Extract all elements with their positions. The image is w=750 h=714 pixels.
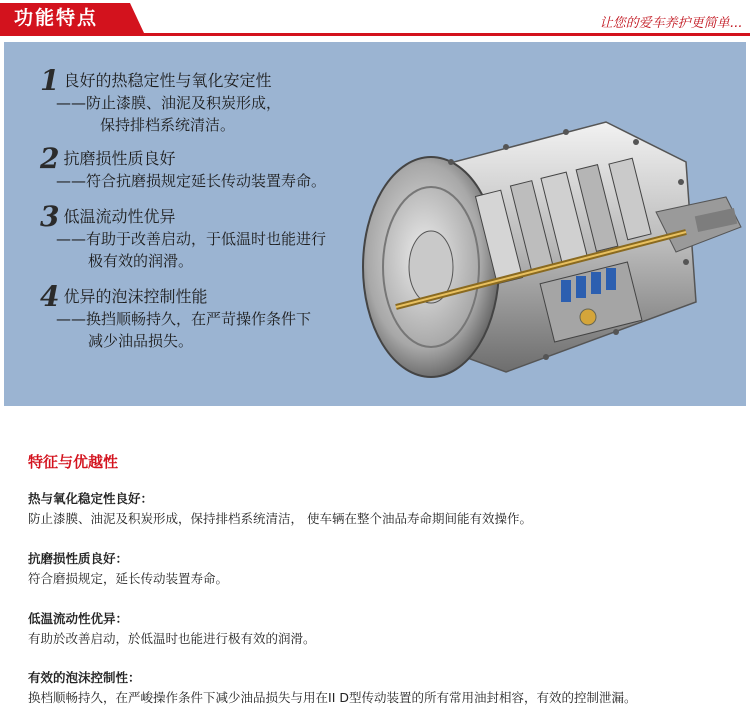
feature-item-1 — [40, 64, 282, 136]
feature-item-3 — [40, 200, 327, 272]
feature-title: 低温流动性优异 — [63, 207, 176, 226]
item-heading: 热与氧化稳定性良好： — [28, 491, 154, 506]
feature-number: 1 — [40, 64, 60, 97]
feature-desc: 减少油品损失。 — [88, 332, 194, 350]
list-item — [28, 609, 316, 649]
feature-desc: ——换挡顺畅持久，在严苛操作条件下 — [56, 310, 312, 328]
feature-desc: ——防止漆膜、油泥及积炭形成， — [56, 94, 282, 112]
feature-number: 4 — [40, 280, 60, 313]
gearbox-cutaway-illustration — [356, 102, 746, 392]
feature-desc: ——符合抗磨损规定延长传动装置寿命。 — [56, 172, 327, 190]
list-item — [28, 549, 228, 589]
feature-panel — [4, 42, 746, 406]
item-text: 有助於改善启动，於低温时也能进行极有效的润滑。 — [28, 631, 316, 646]
header-bar — [0, 0, 750, 42]
section-title: 特征与优越性 — [28, 453, 119, 471]
feature-title: 优异的泡沫控制性能 — [63, 287, 208, 306]
feature-desc: ——有助于改善启动，于低温时也能进行 — [56, 230, 327, 248]
feature-title: 良好的热稳定性与氧化安定性 — [63, 71, 272, 90]
feature-item-2 — [40, 142, 327, 192]
item-text: 防止漆膜、油泥及积炭形成，保持排档系统清洁， 使车辆在整个油品寿命期间能有效操作。 — [28, 511, 532, 526]
header-slogan: 让您的爱车养护更简单... — [599, 16, 742, 31]
page-title: 功能特点 — [0, 3, 130, 33]
item-text: 换档顺畅持久，在严峻操作条件下减少油品损失与用在II D型传动装置的所有常用油封相容，有效的控制泄漏。 — [28, 690, 637, 705]
header-divider — [0, 33, 750, 36]
list-item — [28, 489, 532, 529]
list-item — [28, 668, 636, 708]
item-heading: 抗磨损性质良好： — [28, 551, 129, 566]
feature-title: 抗磨损性质良好 — [63, 149, 176, 168]
feature-item-4 — [40, 280, 312, 352]
feature-number: 3 — [40, 200, 60, 233]
item-heading: 有效的泡沫控制性： — [28, 670, 141, 685]
item-heading: 低温流动性优异： — [28, 611, 129, 626]
feature-desc: 极有效的润滑。 — [88, 252, 194, 270]
feature-number: 2 — [40, 142, 60, 175]
feature-desc: 保持排档系统清洁。 — [100, 116, 236, 134]
item-text: 符合磨损规定，延长传动装置寿命。 — [28, 571, 229, 586]
